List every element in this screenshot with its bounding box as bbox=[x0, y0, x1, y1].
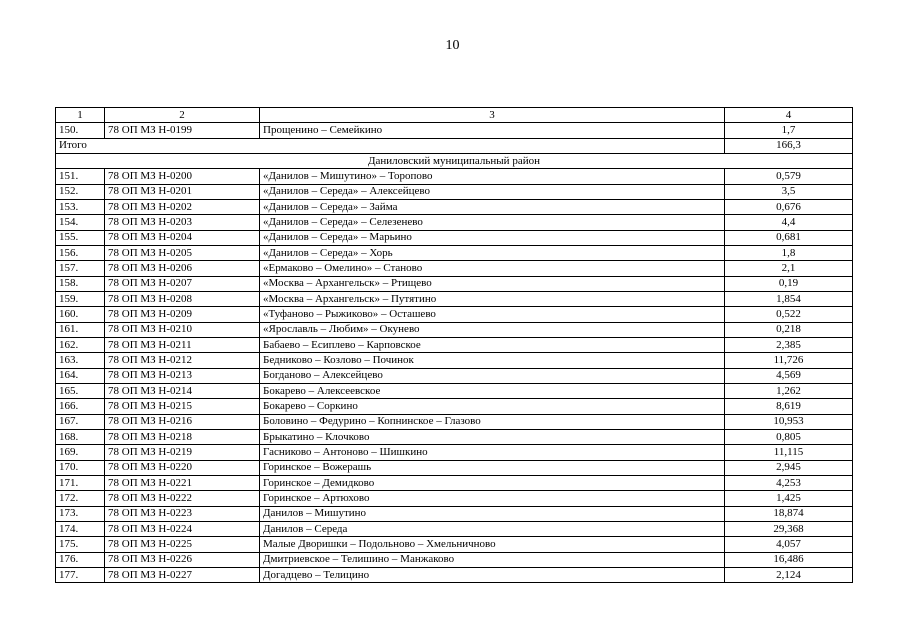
table-row bbox=[56, 521, 853, 536]
total-value: 166,3 bbox=[725, 138, 853, 153]
road-code: 78 ОП МЗ Н-0224 bbox=[105, 521, 260, 536]
table-row bbox=[56, 276, 853, 291]
road-name: Малые Дворишки – Подольново – Хмельничново bbox=[260, 537, 725, 552]
section-title: Даниловский муниципальный район bbox=[56, 153, 853, 168]
road-length: 0,681 bbox=[725, 230, 853, 245]
road-name: Бабаево – Есиплево – Карповское bbox=[260, 337, 725, 352]
row-number: 162. bbox=[56, 337, 105, 352]
total-label: Итого bbox=[56, 138, 725, 153]
table-row bbox=[56, 506, 853, 521]
road-length: 29,368 bbox=[725, 521, 853, 536]
road-length: 16,486 bbox=[725, 552, 853, 567]
row-number: 154. bbox=[56, 215, 105, 230]
road-name: Прощенино – Семейкино bbox=[260, 123, 725, 138]
page-number: 10 bbox=[445, 38, 460, 53]
road-code: 78 ОП МЗ Н-0221 bbox=[105, 475, 260, 490]
road-code: 78 ОП МЗ Н-0204 bbox=[105, 230, 260, 245]
table-row bbox=[56, 184, 853, 199]
road-code: 78 ОП МЗ Н-0209 bbox=[105, 307, 260, 322]
road-name: «Ермаково – Омелино» – Станово bbox=[260, 261, 725, 276]
road-code: 78 ОП МЗ Н-0199 bbox=[105, 123, 260, 138]
road-code: 78 ОП МЗ Н-0205 bbox=[105, 245, 260, 260]
table-row bbox=[56, 245, 853, 260]
road-name: «Данилов – Середа» – Селезенево bbox=[260, 215, 725, 230]
table-row bbox=[56, 230, 853, 245]
road-length: 1,7 bbox=[725, 123, 853, 138]
road-name: «Москва – Архангельск» – Путятино bbox=[260, 291, 725, 306]
row-number: 156. bbox=[56, 245, 105, 260]
road-code: 78 ОП МЗ Н-0215 bbox=[105, 399, 260, 414]
road-code: 78 ОП МЗ Н-0201 bbox=[105, 184, 260, 199]
table-row bbox=[56, 215, 853, 230]
total-row bbox=[56, 138, 853, 153]
road-code: 78 ОП МЗ Н-0220 bbox=[105, 460, 260, 475]
table-row bbox=[56, 123, 853, 138]
road-name: Бедниково – Козлово – Починок bbox=[260, 353, 725, 368]
road-name: «Ярославль – Любим» – Окунево bbox=[260, 322, 725, 337]
header-cell-2: 2 bbox=[105, 108, 260, 123]
row-number: 155. bbox=[56, 230, 105, 245]
road-length: 2,1 bbox=[725, 261, 853, 276]
table-row bbox=[56, 475, 853, 490]
row-number: 170. bbox=[56, 460, 105, 475]
road-name: Догадцево – Телицино bbox=[260, 567, 725, 582]
road-name: Бокарево – Алексеевское bbox=[260, 383, 725, 398]
road-code: 78 ОП МЗ Н-0213 bbox=[105, 368, 260, 383]
road-length: 2,124 bbox=[725, 567, 853, 582]
road-name: «Данилов – Середа» – Займа bbox=[260, 199, 725, 214]
row-number: 175. bbox=[56, 537, 105, 552]
table-row bbox=[56, 567, 853, 582]
road-length: 0,676 bbox=[725, 199, 853, 214]
road-length: 4,057 bbox=[725, 537, 853, 552]
table-row bbox=[56, 261, 853, 276]
table-row bbox=[56, 322, 853, 337]
road-name: «Туфаново – Рыжиково» – Осташево bbox=[260, 307, 725, 322]
row-number: 150. bbox=[56, 123, 105, 138]
road-code: 78 ОП МЗ Н-0216 bbox=[105, 414, 260, 429]
table-row bbox=[56, 169, 853, 184]
road-code: 78 ОП МЗ Н-0219 bbox=[105, 445, 260, 460]
table-row bbox=[56, 368, 853, 383]
road-code: 78 ОП МЗ Н-0212 bbox=[105, 353, 260, 368]
road-length: 2,385 bbox=[725, 337, 853, 352]
road-length: 18,874 bbox=[725, 506, 853, 521]
header-cell-4: 4 bbox=[725, 108, 853, 123]
road-name: Брыкатино – Клочково bbox=[260, 429, 725, 444]
row-number: 169. bbox=[56, 445, 105, 460]
road-name: «Москва – Архангельск» – Ртищево bbox=[260, 276, 725, 291]
road-code: 78 ОП МЗ Н-0225 bbox=[105, 537, 260, 552]
road-length: 8,619 bbox=[725, 399, 853, 414]
table-row bbox=[56, 291, 853, 306]
road-name: Горинское – Вожерашь bbox=[260, 460, 725, 475]
road-name: Боловино – Федурино – Копнинское – Глазово bbox=[260, 414, 725, 429]
road-length: 0,19 bbox=[725, 276, 853, 291]
road-length: 1,262 bbox=[725, 383, 853, 398]
row-number: 174. bbox=[56, 521, 105, 536]
row-number: 152. bbox=[56, 184, 105, 199]
row-number: 164. bbox=[56, 368, 105, 383]
road-name: Богданово – Алексейцево bbox=[260, 368, 725, 383]
table-row bbox=[56, 307, 853, 322]
road-name: Горинское – Демидково bbox=[260, 475, 725, 490]
road-code: 78 ОП МЗ Н-0203 bbox=[105, 215, 260, 230]
road-name: «Данилов – Середа» – Алексейцево bbox=[260, 184, 725, 199]
road-length: 11,726 bbox=[725, 353, 853, 368]
road-name: Горинское – Артюхово bbox=[260, 491, 725, 506]
table-row bbox=[56, 537, 853, 552]
row-number: 165. bbox=[56, 383, 105, 398]
row-number: 163. bbox=[56, 353, 105, 368]
road-name: Бокарево – Соркино bbox=[260, 399, 725, 414]
table-row bbox=[56, 353, 853, 368]
road-length: 11,115 bbox=[725, 445, 853, 460]
row-number: 167. bbox=[56, 414, 105, 429]
row-number: 172. bbox=[56, 491, 105, 506]
road-length: 0,805 bbox=[725, 429, 853, 444]
row-number: 153. bbox=[56, 199, 105, 214]
row-number: 166. bbox=[56, 399, 105, 414]
table-row bbox=[56, 460, 853, 475]
table-row bbox=[56, 429, 853, 444]
row-number: 158. bbox=[56, 276, 105, 291]
row-number: 157. bbox=[56, 261, 105, 276]
roads-table-body bbox=[56, 108, 853, 583]
table-row bbox=[56, 491, 853, 506]
table-row bbox=[56, 414, 853, 429]
road-length: 1,425 bbox=[725, 491, 853, 506]
row-number: 151. bbox=[56, 169, 105, 184]
roads-table bbox=[55, 107, 853, 583]
table-row bbox=[56, 199, 853, 214]
road-code: 78 ОП МЗ Н-0214 bbox=[105, 383, 260, 398]
road-code: 78 ОП МЗ Н-0208 bbox=[105, 291, 260, 306]
road-length: 0,218 bbox=[725, 322, 853, 337]
road-length: 4,569 bbox=[725, 368, 853, 383]
road-code: 78 ОП МЗ Н-0218 bbox=[105, 429, 260, 444]
header-cell-3: 3 bbox=[260, 108, 725, 123]
road-code: 78 ОП МЗ Н-0226 bbox=[105, 552, 260, 567]
road-code: 78 ОП МЗ Н-0223 bbox=[105, 506, 260, 521]
table-row bbox=[56, 445, 853, 460]
road-length: 4,253 bbox=[725, 475, 853, 490]
row-number: 177. bbox=[56, 567, 105, 582]
road-name: «Данилов – Мишутино» – Торопово bbox=[260, 169, 725, 184]
row-number: 173. bbox=[56, 506, 105, 521]
header-cell-1: 1 bbox=[56, 108, 105, 123]
road-code: 78 ОП МЗ Н-0227 bbox=[105, 567, 260, 582]
road-code: 78 ОП МЗ Н-0210 bbox=[105, 322, 260, 337]
road-length: 1,854 bbox=[725, 291, 853, 306]
table-row bbox=[56, 383, 853, 398]
road-length: 3,5 bbox=[725, 184, 853, 199]
road-code: 78 ОП МЗ Н-0200 bbox=[105, 169, 260, 184]
road-code: 78 ОП МЗ Н-0222 bbox=[105, 491, 260, 506]
road-length: 0,579 bbox=[725, 169, 853, 184]
row-number: 176. bbox=[56, 552, 105, 567]
road-length: 2,945 bbox=[725, 460, 853, 475]
road-name: «Данилов – Середа» – Марьино bbox=[260, 230, 725, 245]
section-row bbox=[56, 153, 853, 168]
road-name: Данилов – Середа bbox=[260, 521, 725, 536]
road-length: 10,953 bbox=[725, 414, 853, 429]
row-number: 160. bbox=[56, 307, 105, 322]
header-row bbox=[56, 108, 853, 123]
road-code: 78 ОП МЗ Н-0206 bbox=[105, 261, 260, 276]
road-code: 78 ОП МЗ Н-0211 bbox=[105, 337, 260, 352]
road-name: «Данилов – Середа» – Хорь bbox=[260, 245, 725, 260]
road-name: Данилов – Мишутино bbox=[260, 506, 725, 521]
road-code: 78 ОП МЗ Н-0202 bbox=[105, 199, 260, 214]
road-name: Дмитриевское – Телишино – Манжаково bbox=[260, 552, 725, 567]
table-row bbox=[56, 337, 853, 352]
road-name: Гасниково – Антоново – Шишкино bbox=[260, 445, 725, 460]
row-number: 161. bbox=[56, 322, 105, 337]
table-row bbox=[56, 552, 853, 567]
row-number: 171. bbox=[56, 475, 105, 490]
row-number: 159. bbox=[56, 291, 105, 306]
table-row bbox=[56, 399, 853, 414]
road-length: 1,8 bbox=[725, 245, 853, 260]
row-number: 168. bbox=[56, 429, 105, 444]
road-code: 78 ОП МЗ Н-0207 bbox=[105, 276, 260, 291]
road-length: 0,522 bbox=[725, 307, 853, 322]
road-length: 4,4 bbox=[725, 215, 853, 230]
